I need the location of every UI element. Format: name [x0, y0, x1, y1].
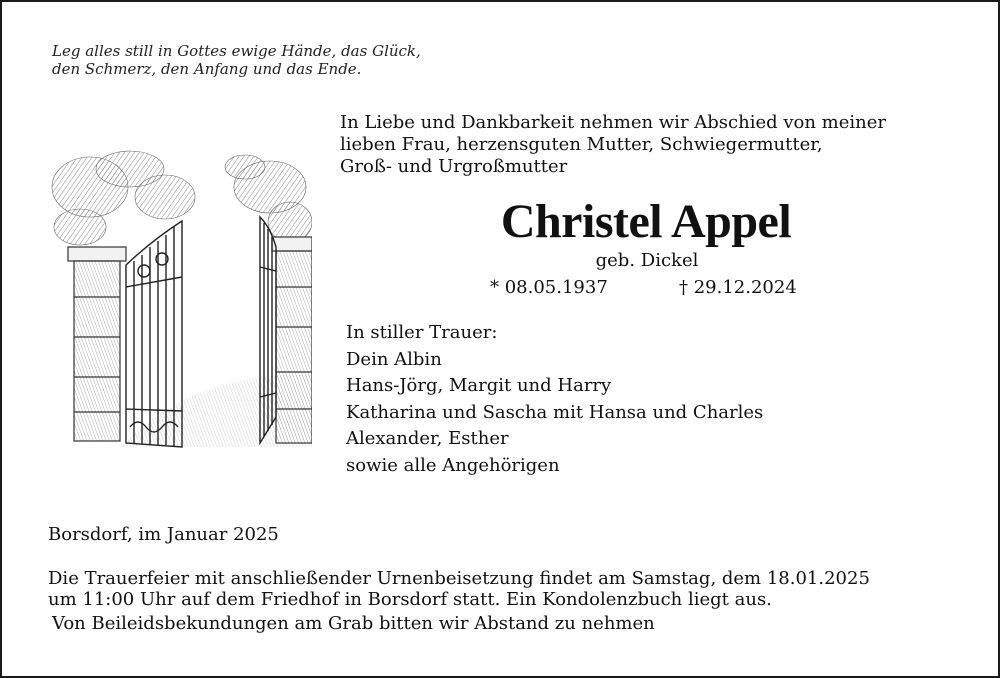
place-date: Borsdorf, im Januar 2025 — [48, 524, 279, 545]
service-line: Die Trauerfeier mit anschließender Urnenbeisetzung findet am Samstag, dem 18.01.2025 — [48, 568, 870, 589]
motto-line: den Schmerz, den Anfang und das Ende. — [52, 60, 362, 78]
left-gate-leaf — [126, 221, 182, 447]
mourner-entry: Hans-Jörg, Margit und Harry — [346, 375, 612, 397]
left-pillar — [68, 247, 126, 441]
intro-line: In Liebe und Dankbarkeit nehmen wir Abschied von meiner — [340, 112, 887, 133]
intro-text — [340, 112, 886, 178]
mourner-entry: sowie alle Angehörigen — [346, 454, 560, 476]
mourners-list — [346, 320, 763, 480]
intro-line: lieben Frau, herzensguten Mutter, Schwiegermutter, — [340, 134, 823, 155]
death-date: † 29.12.2024 — [679, 277, 797, 298]
service-info — [48, 568, 948, 610]
open-garden-gate-icon — [50, 147, 312, 457]
maiden-name: geb. Dickel — [595, 250, 699, 271]
service-line: um 11:00 Uhr auf dem Friedhof in Borsdorf statt. Ein Kondolenzbuch liegt aus. — [48, 589, 772, 610]
mourners-heading: In stiller Trauer: — [346, 322, 498, 343]
motto-verse — [52, 42, 421, 78]
mourner-entry: Alexander, Esther — [346, 428, 509, 450]
motto-line: Leg alles still in Gottes ewige Hände, das Glück, — [52, 42, 421, 60]
right-pillar — [272, 237, 312, 443]
gate-drawing — [50, 147, 312, 457]
condolence-request: Von Beileidsbekundungen am Grab bitten wir Abstand zu nehmen — [52, 613, 655, 634]
mourner-entry: Katharina und Sascha mit Hansa und Charles — [346, 401, 764, 423]
birth-date: * 08.05.1937 — [490, 277, 608, 298]
deceased-name: Christel Appel — [500, 195, 792, 248]
mourner-entry: Dein Albin — [346, 348, 442, 370]
intro-line: Groß- und Urgroßmutter — [340, 156, 568, 177]
